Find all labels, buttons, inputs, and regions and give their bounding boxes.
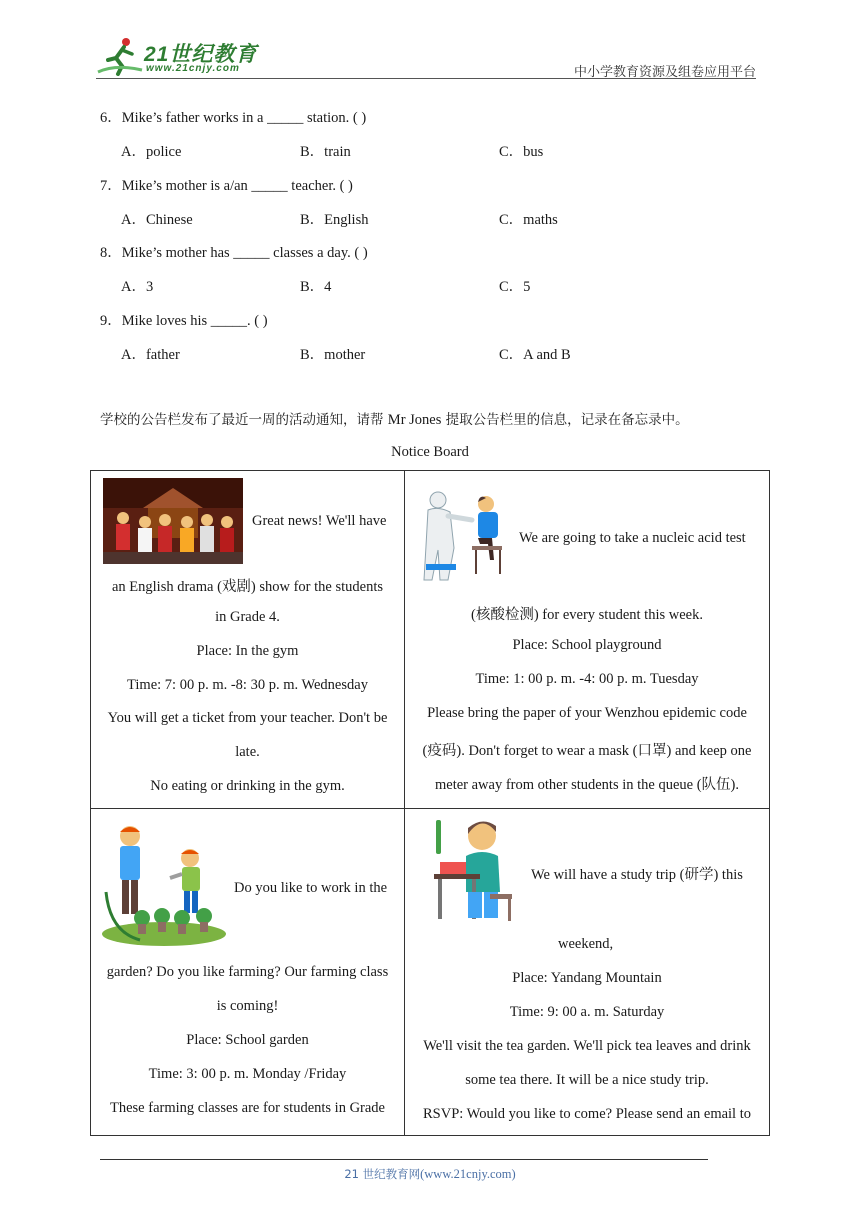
instruction-name: Mr Jones bbox=[387, 412, 442, 428]
option-9a: A．father bbox=[121, 347, 180, 363]
option-9b: B．mother bbox=[300, 347, 366, 363]
test-line-6: meter away from other students in the queue (队伍). bbox=[434, 777, 739, 793]
logo-url: www.21cnjy.com bbox=[146, 63, 240, 74]
footer-source bbox=[0, 1166, 860, 1182]
trip-line-1: weekend, bbox=[558, 936, 614, 952]
question-7: 7．Mike’s mother is a/an _____ teacher. ( ) bbox=[100, 178, 353, 194]
trip-line-6: RSVP: Would you like to come? Please send an email to bbox=[423, 1106, 751, 1122]
trip-line-5: some tea there. It will be a nice study trip. bbox=[465, 1072, 709, 1088]
test-lead: We are going to take a nucleic acid test bbox=[519, 530, 746, 546]
option-6b: B．train bbox=[300, 144, 351, 160]
farming-illustration bbox=[100, 822, 228, 950]
drama-line-7: No eating or drinking in the gym. bbox=[150, 778, 345, 794]
option-8a: A．3 bbox=[121, 279, 154, 295]
farming-lead: Do you like to work in the bbox=[234, 880, 388, 896]
drama-line-2: in Grade 4. bbox=[215, 609, 280, 625]
logo-brand: 21世纪教育 bbox=[144, 43, 258, 66]
trip-lead: We will have a study trip (研学) this bbox=[531, 867, 743, 883]
drama-line-6: late. bbox=[235, 744, 260, 760]
farming-time: Time: 3: 00 p. m. Monday /Friday bbox=[148, 1066, 347, 1082]
trip-place: Place: Yandang Mountain bbox=[512, 970, 662, 986]
option-7c: C．maths bbox=[499, 212, 558, 228]
instruction-before: 学校的公告栏发布了最近一周的活动通知，请帮 bbox=[100, 412, 388, 428]
test-line-4: Please bring the paper of your Wenzhou epidemic code bbox=[427, 705, 747, 721]
instruction-after: 提取公告栏里的信息，记录在备忘录中。 bbox=[441, 412, 689, 428]
trip-line-4: We'll visit the tea garden. We'll pick tea leaves and drink bbox=[423, 1038, 751, 1054]
drama-line-5: You will get a ticket from your teacher. Don't be bbox=[107, 710, 388, 726]
farming-line-1: garden? Do you like farming? Our farming class bbox=[106, 964, 389, 980]
study-trip-illustration bbox=[430, 816, 520, 926]
farming-line-5: These farming classes are for students in Grade bbox=[110, 1100, 385, 1116]
option-6a: A．police bbox=[121, 144, 182, 160]
test-line-5: (疫码). Don't forget to wear a mask (口罩) and keep one bbox=[422, 743, 752, 759]
drama-show-photo bbox=[103, 478, 243, 564]
farming-place: Place: School garden bbox=[186, 1032, 309, 1048]
option-7a: A．Chinese bbox=[121, 212, 193, 228]
table-col-divider bbox=[404, 470, 405, 1136]
platform-title: 中小学教育资源及组卷应用平台 bbox=[573, 65, 756, 80]
test-line-1: (核酸检测) for every student this week. bbox=[471, 607, 703, 623]
option-6c: C．bus bbox=[499, 144, 544, 160]
nucleic-test-illustration bbox=[420, 490, 510, 586]
site-logo bbox=[96, 34, 266, 80]
question-8: 8．Mike’s mother has _____ classes a day. ( ) bbox=[100, 245, 368, 261]
drama-line-1: an English drama (戏剧) show for the students bbox=[111, 579, 384, 595]
question-6: 6．Mike’s father works in a _____ station. ( ) bbox=[100, 110, 367, 126]
test-time: Time: 1: 00 p. m. -4: 00 p. m. Tuesday bbox=[475, 671, 699, 687]
drama-lead: Great news! We'll have bbox=[252, 513, 387, 529]
question-9: 9．Mike loves his _____. ( ) bbox=[100, 313, 268, 329]
option-7b: B．English bbox=[300, 212, 369, 228]
option-8b: B．4 bbox=[300, 279, 332, 295]
table-row-divider bbox=[90, 808, 770, 809]
notice-board-title: Notice Board bbox=[391, 444, 469, 460]
drama-time: Time: 7: 00 p. m. -8: 30 p. m. Wednesday bbox=[127, 677, 368, 693]
footer-url[interactable]: (www.21cnjy.com) bbox=[420, 1167, 516, 1181]
footer-divider bbox=[100, 1159, 708, 1160]
farming-line-2: is coming! bbox=[216, 998, 279, 1014]
option-8c: C．5 bbox=[499, 279, 531, 295]
drama-place: Place: In the gym bbox=[196, 643, 299, 659]
task-instruction bbox=[100, 408, 689, 429]
trip-time: Time: 9: 00 a. m. Saturday bbox=[509, 1004, 665, 1020]
footer-cn: 21 世纪教育网 bbox=[344, 1167, 421, 1181]
option-9c: C．A and B bbox=[499, 347, 571, 363]
runner-logo-icon bbox=[96, 36, 146, 76]
header-divider bbox=[96, 78, 756, 79]
test-place: Place: School playground bbox=[512, 637, 662, 653]
